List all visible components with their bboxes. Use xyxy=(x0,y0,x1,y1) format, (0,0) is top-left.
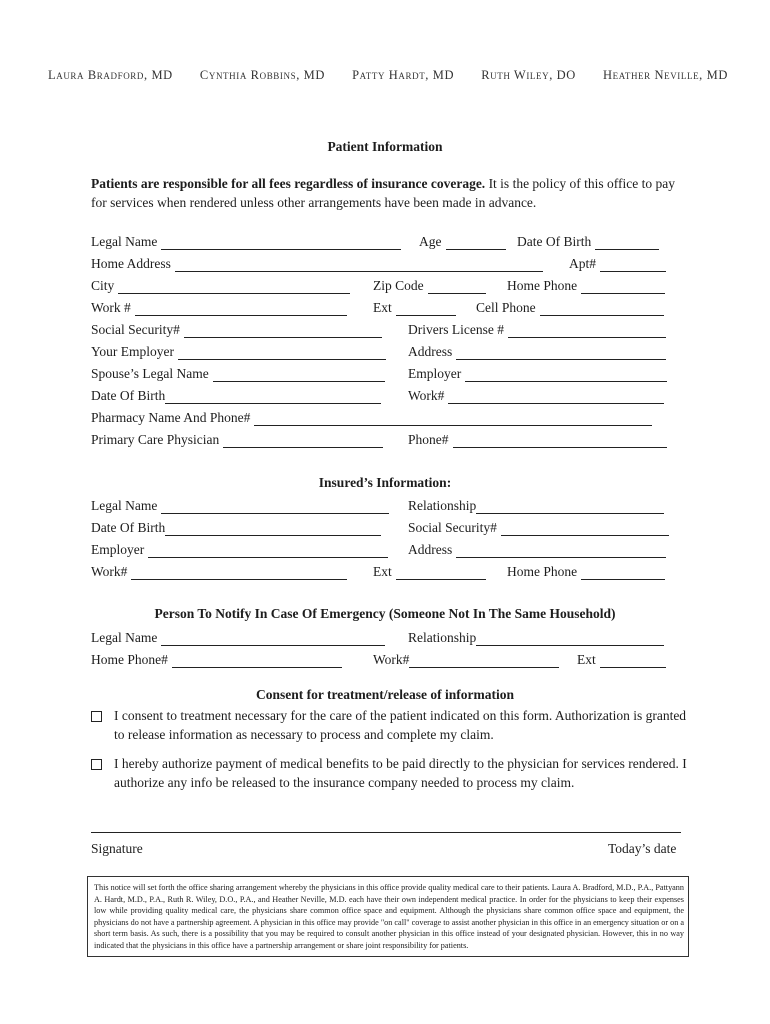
physician-header xyxy=(48,68,728,83)
pcp-field[interactable] xyxy=(223,433,383,448)
form-row xyxy=(91,342,671,362)
spouse-name-field[interactable] xyxy=(213,367,385,382)
spouse-dob-field[interactable] xyxy=(165,389,381,404)
ssn-field[interactable] xyxy=(184,323,382,338)
form-row xyxy=(91,386,671,406)
consent-treatment-text: I consent to treatment necessary for the care of the patient indicated on this form. Authorization is granted to release information as necessary to process and complete my claim. xyxy=(114,708,687,742)
insured-ssn-label: Social Security# xyxy=(408,520,497,535)
emergency-work-label: Work# xyxy=(373,652,410,667)
physician-name: Cynthia Robbins, MD xyxy=(199,68,325,82)
age-label: Age xyxy=(419,234,442,249)
ext-field[interactable] xyxy=(396,301,456,316)
emergency-home-phone-label: Home Phone# xyxy=(91,652,168,667)
legal-name-field[interactable] xyxy=(161,235,401,250)
pharmacy-label: Pharmacy Name And Phone# xyxy=(91,410,251,425)
emergency-relationship-field[interactable] xyxy=(476,631,664,646)
form-row xyxy=(91,298,671,318)
emergency-home-phone-field[interactable] xyxy=(172,653,342,668)
physician-name: Heather Neville, MD xyxy=(603,68,728,82)
insured-work-label: Work# xyxy=(91,564,128,579)
form-row xyxy=(91,430,671,450)
form-row xyxy=(91,276,671,296)
dob-label: Date Of Birth xyxy=(517,234,592,249)
apt-label: Apt# xyxy=(569,256,596,271)
fee-policy-bold: Patients are responsible for all fees regardless of insurance coverage. xyxy=(91,176,486,191)
spouse-work-label: Work# xyxy=(408,388,445,403)
cell-phone-field[interactable] xyxy=(540,301,664,316)
emergency-title: Person To Notify In Case Of Emergency (Someone Not In The Same Household) xyxy=(154,606,616,621)
address-label: Address xyxy=(408,344,453,359)
form-row xyxy=(91,496,671,516)
emergency-ext-field[interactable] xyxy=(600,653,666,668)
insured-employer-field[interactable] xyxy=(148,543,388,558)
insured-ext-field[interactable] xyxy=(396,565,486,580)
legal-name-label: Legal Name xyxy=(91,234,158,249)
age-field[interactable] xyxy=(446,235,506,250)
form-row xyxy=(91,518,671,538)
ssn-label: Social Security# xyxy=(91,322,180,337)
dob-field[interactable] xyxy=(595,235,659,250)
insured-ext-label: Ext xyxy=(373,564,392,579)
form-row xyxy=(91,540,671,560)
insured-name-field[interactable] xyxy=(161,499,389,514)
home-phone-field[interactable] xyxy=(581,279,665,294)
date-label: Today’s date xyxy=(608,841,677,856)
signature-label: Signature xyxy=(91,841,143,856)
drivers-license-label: Drivers License # xyxy=(408,322,504,337)
emergency-ext-label: Ext xyxy=(577,652,596,667)
form-row xyxy=(91,628,671,648)
home-phone-label: Home Phone xyxy=(507,278,578,293)
apt-field[interactable] xyxy=(600,257,666,272)
signature-line[interactable] xyxy=(91,832,681,833)
insured-address-field[interactable] xyxy=(456,543,666,558)
ext-label: Ext xyxy=(373,300,392,315)
cell-phone-label: Cell Phone xyxy=(476,300,536,315)
employer-label: Your Employer xyxy=(91,344,175,359)
insured-info-title: Insured’s Information: xyxy=(318,475,452,490)
emergency-name-field[interactable] xyxy=(161,631,385,646)
insured-ssn-field[interactable] xyxy=(501,521,669,536)
physician-name: Laura Bradford, MD xyxy=(48,68,173,82)
pcp-phone-field[interactable] xyxy=(453,433,667,448)
spouse-name-label: Spouse’s Legal Name xyxy=(91,366,209,381)
emergency-relationship-label: Relationship xyxy=(408,630,477,645)
home-address-label: Home Address xyxy=(91,256,171,271)
city-field[interactable] xyxy=(118,279,350,294)
zip-label: Zip Code xyxy=(373,278,424,293)
emergency-name-label: Legal Name xyxy=(91,630,158,645)
insured-address-label: Address xyxy=(408,542,453,557)
consent-treatment-item xyxy=(91,706,691,744)
address-field[interactable] xyxy=(456,345,666,360)
insured-employer-label: Employer xyxy=(91,542,145,557)
home-address-field[interactable] xyxy=(175,257,543,272)
consent-payment-checkbox[interactable] xyxy=(91,759,102,770)
pcp-phone-label: Phone# xyxy=(408,432,449,447)
consent-treatment-checkbox[interactable] xyxy=(91,711,102,722)
drivers-license-field[interactable] xyxy=(508,323,666,338)
form-row xyxy=(91,320,671,340)
form-row xyxy=(91,562,671,582)
consent-payment-item xyxy=(91,754,691,792)
spouse-work-field[interactable] xyxy=(448,389,664,404)
emergency-work-field[interactable] xyxy=(409,653,559,668)
insured-relationship-label: Relationship xyxy=(408,498,477,513)
employer-field[interactable] xyxy=(178,345,386,360)
insured-home-phone-field[interactable] xyxy=(581,565,665,580)
fee-policy-text: It is the policy of this office to pay for services when rendered unless other arrangements have been made in advance. xyxy=(91,176,676,210)
insured-work-field[interactable] xyxy=(131,565,347,580)
city-label: City xyxy=(91,278,115,293)
physician-name: Patty Hardt, MD xyxy=(352,68,455,82)
spouse-employer-label: Employer xyxy=(408,366,462,381)
consent-payment-text: I hereby authorize payment of medical benefits to be paid directly to the physician for services rendered. I authorize any info be released to the insurance company needed to process my claim. xyxy=(114,756,687,790)
form-row xyxy=(91,364,671,384)
spouse-employer-field[interactable] xyxy=(465,367,667,382)
fee-policy xyxy=(91,174,681,212)
form-row xyxy=(91,408,671,428)
spouse-dob-label: Date Of Birth xyxy=(91,388,166,403)
consent-title: Consent for treatment/release of information xyxy=(256,687,514,702)
pcp-label: Primary Care Physician xyxy=(91,432,220,447)
zip-field[interactable] xyxy=(428,279,486,294)
insured-home-phone-label: Home Phone xyxy=(507,564,578,579)
insured-dob-field[interactable] xyxy=(165,521,381,536)
work-field[interactable] xyxy=(135,301,347,316)
insured-relationship-field[interactable] xyxy=(476,499,664,514)
work-label: Work # xyxy=(91,300,131,315)
pharmacy-field[interactable] xyxy=(254,411,652,426)
insured-dob-label: Date Of Birth xyxy=(91,520,166,535)
patient-info-title: Patient Information xyxy=(327,139,443,154)
physician-name: Ruth Wiley, DO xyxy=(481,68,576,82)
office-sharing-notice: This notice will set forth the office sharing arrangement whereby the physicians in this office provide quality medical care to their patients. Laura A. Bradford, M.D., P.A., Pattyann A. Hardt, M.D., P.A., Ruth R. Wiley, D.O., P.A., and Heather Neville, M.D. each have their own independent medical practice. In order for the physicians to keep their expenses low while providing quality medical care, the physicians share common office space and equipment. Although the physicians share common office space and equipment, the physicians do not have a partnership agreement. A physician in this office may provide "on call" coverage to assist another physician in this office in an emergency situation or on a short term basis. As such, there is a possibility that you may be required to consult another physician in this office instead of your designated physician. However, this in no way indicated that the physicians in this office have a partnership arrangement or share joint responsibility for patients. xyxy=(87,876,689,957)
form-row xyxy=(91,650,671,670)
insured-name-label: Legal Name xyxy=(91,498,158,513)
form-row xyxy=(91,232,671,252)
form-row xyxy=(91,254,671,274)
